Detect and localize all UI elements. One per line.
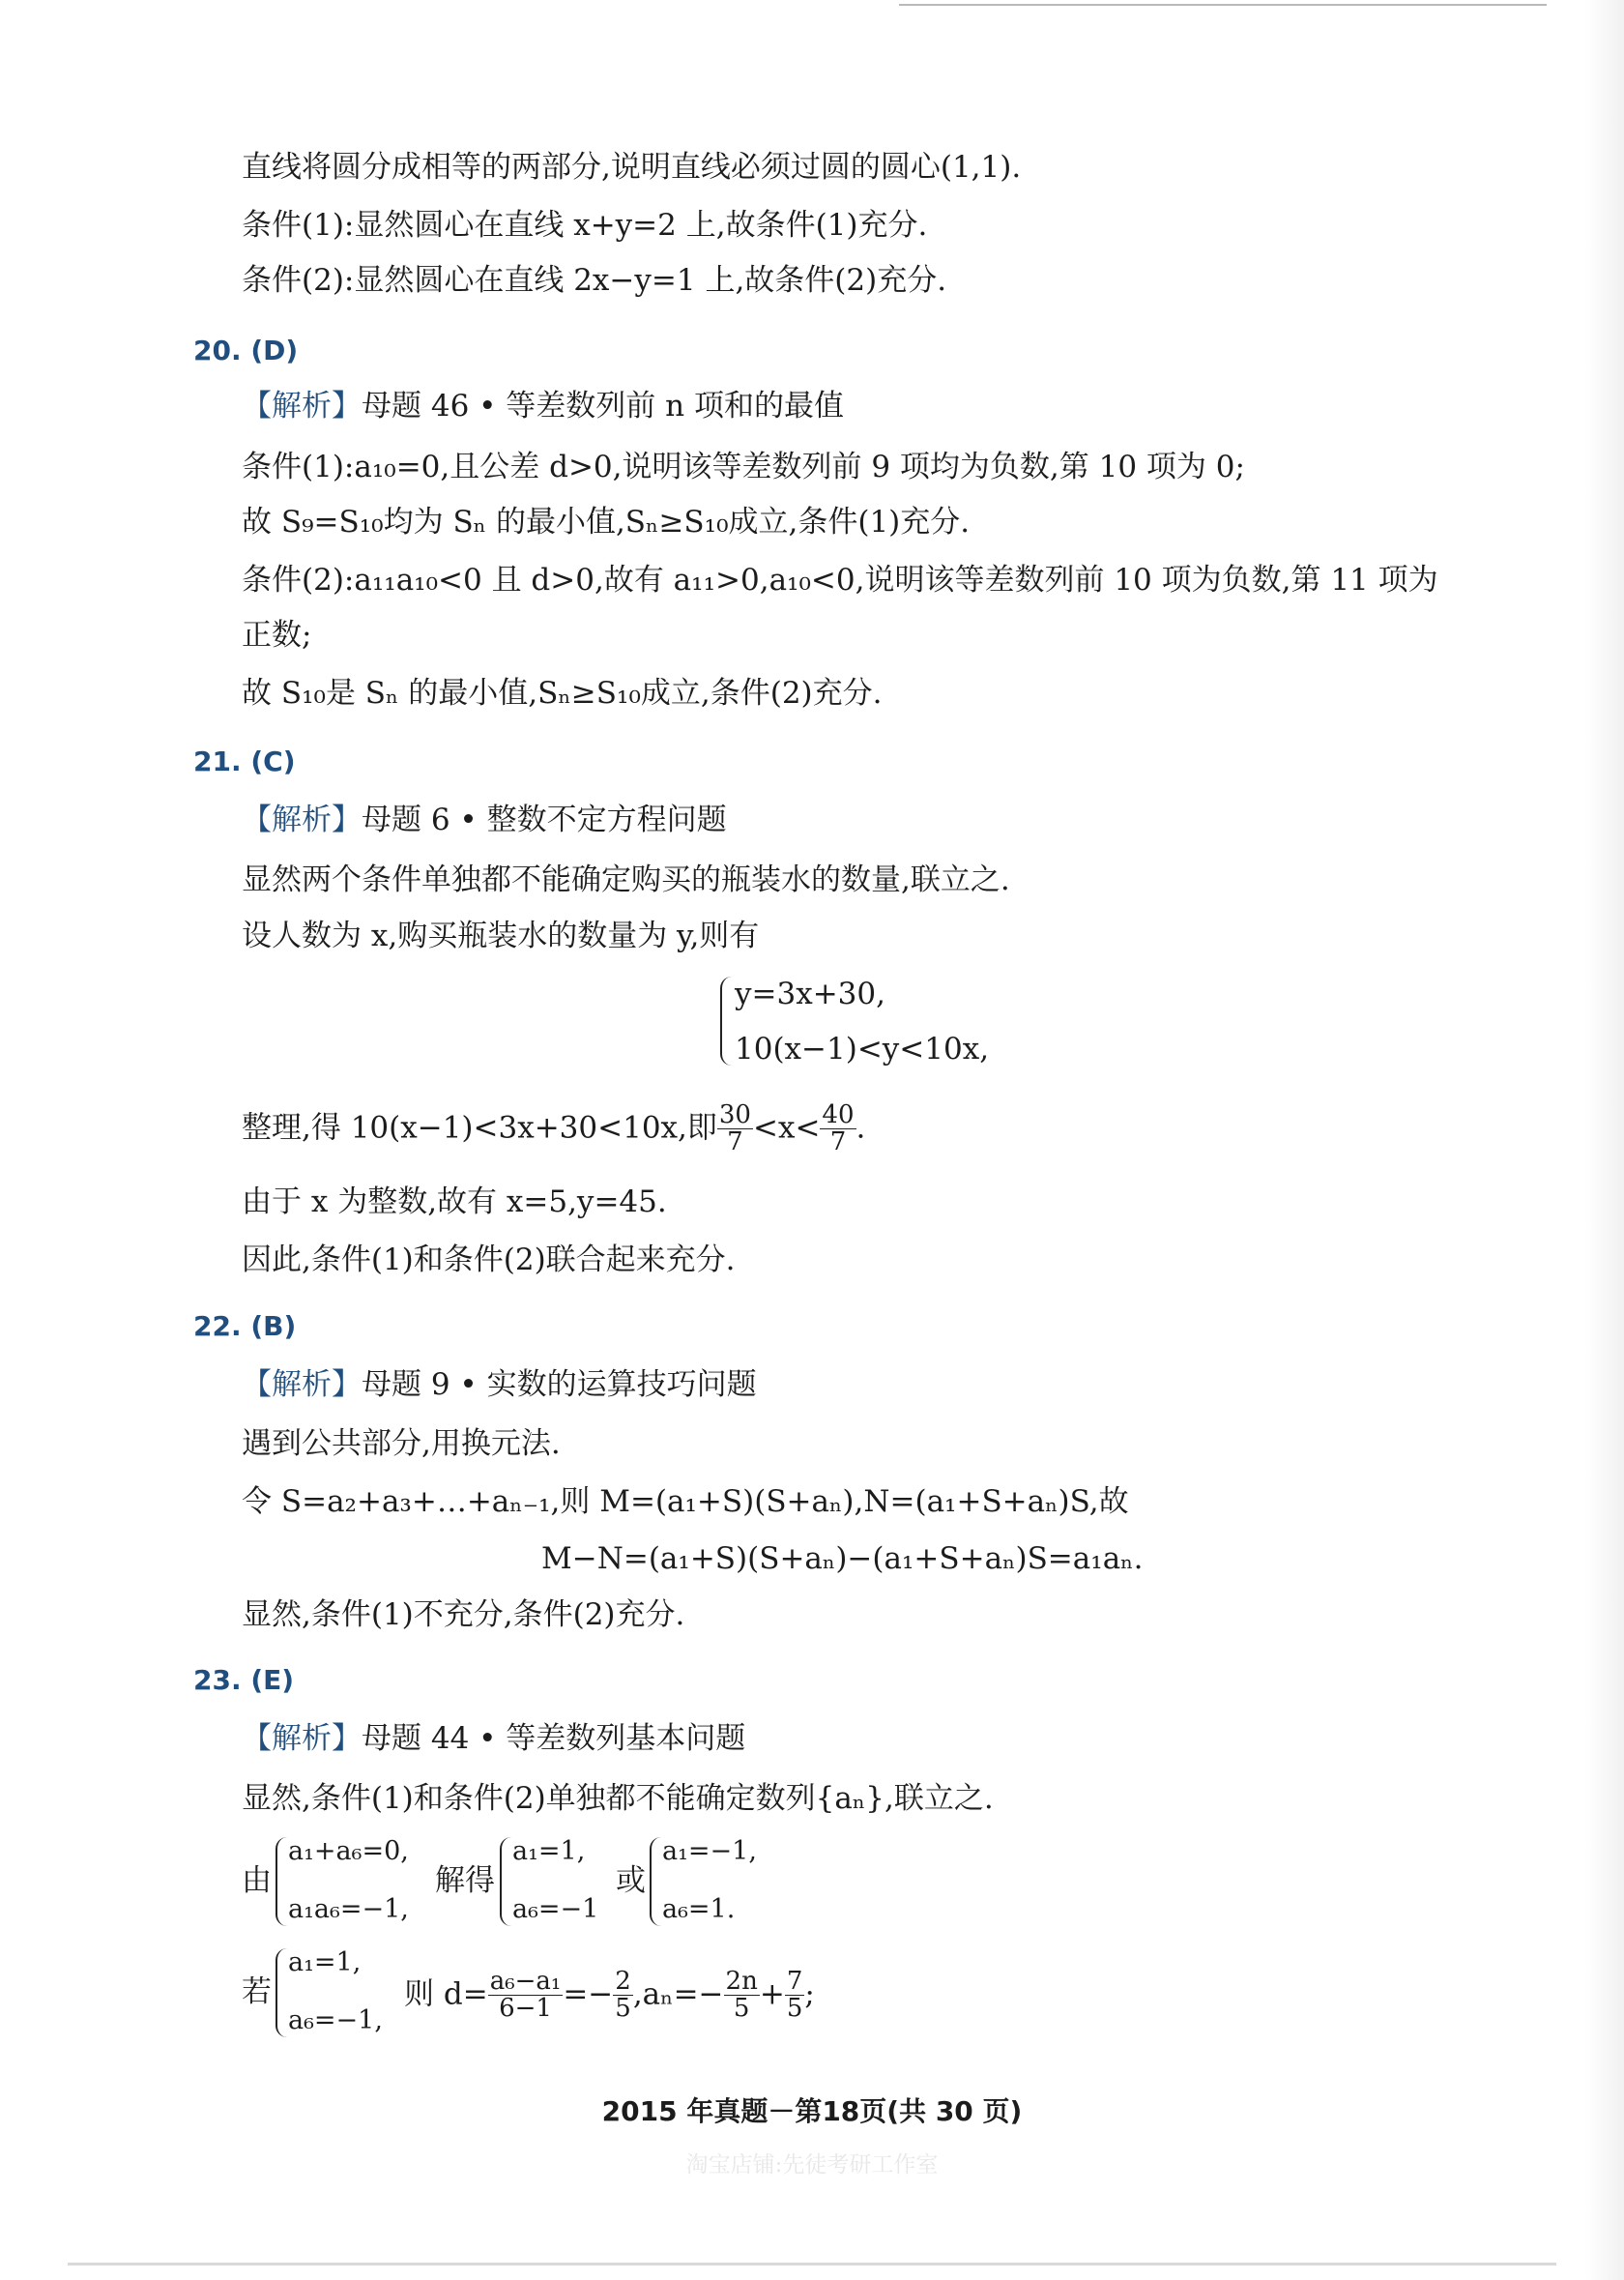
topic-text: 母题 6 • 整数不定方程问题 <box>362 803 727 837</box>
text-line: 由于 x 为整数,故有 x=5,y=45. <box>242 1184 667 1219</box>
inequality-line <box>242 1102 865 1156</box>
answer-number-21: 21. (C) <box>193 745 296 777</box>
system-brace <box>650 1837 661 1926</box>
analysis-tag: 【解析】 <box>242 389 362 424</box>
topic-text: 母题 46 • 等差数列前 n 项和的最值 <box>362 389 844 424</box>
text-line: 令 S=a₂+a₃+…+aₙ₋₁,则 M=(a₁+S)(S+aₙ),N=(a₁+S+aₙ)S,故 <box>242 1484 1129 1519</box>
text: . <box>856 1110 866 1146</box>
system-brace <box>276 1948 287 2037</box>
system-line: a₁=1, <box>288 1947 362 1977</box>
text: 或 <box>616 1863 646 1898</box>
topic-text: 母题 9 • 实数的运算技巧问题 <box>362 1367 757 1402</box>
system-line: a₁+a₆=0, <box>288 1836 409 1866</box>
text: 若 <box>242 1974 272 2009</box>
text-line: 显然,条件(1)不充分,条件(2)充分. <box>242 1597 685 1632</box>
text-line: 正数; <box>242 618 312 653</box>
analysis-heading-23 <box>242 1719 745 1758</box>
text: ,aₙ=− <box>632 1976 724 2012</box>
system-line: a₆=1. <box>662 1894 736 1924</box>
numerator: 7 <box>786 1967 803 1996</box>
analysis-tag: 【解析】 <box>242 803 362 837</box>
text-line: 显然两个条件单独都不能确定购买的瓶装水的数量,联立之. <box>242 862 1010 897</box>
answer-number-23: 23. (E) <box>193 1664 295 1696</box>
text: =− <box>563 1976 614 2012</box>
text-line: 故 S₉=S₁₀均为 Sₙ 的最小值,Sₙ≥S₁₀成立,条件(1)充分. <box>242 505 971 540</box>
fraction <box>785 1969 805 2023</box>
denominator: 7 <box>727 1127 743 1157</box>
text-line: 故 S₁₀是 Sₙ 的最小值,Sₙ≥S₁₀成立,条件(2)充分. <box>242 676 883 711</box>
system-line: a₁a₆=−1, <box>288 1894 409 1924</box>
numerator: 40 <box>822 1100 855 1129</box>
text-line: 因此,条件(1)和条件(2)联合起来充分. <box>242 1242 736 1277</box>
system-line: 10(x−1)<y<10x, <box>735 1032 990 1067</box>
text: 则 d= <box>404 1976 488 2012</box>
system-line: a₁=−1, <box>662 1836 757 1866</box>
scan-edge-shade <box>1585 0 1624 2280</box>
text-line: 遇到公共部分,用换元法. <box>242 1426 561 1461</box>
equation-line: M−N=(a₁+S)(S+aₙ)−(a₁+S+aₙ)S=a₁aₙ. <box>541 1541 1144 1576</box>
bottom-rule <box>68 2263 1556 2265</box>
text: 由 <box>242 1863 272 1898</box>
denominator: 5 <box>615 1994 631 2024</box>
text-line: 直线将圆分成相等的两部分,说明直线必须过圆的圆心(1,1). <box>242 150 1022 185</box>
system-brace <box>276 1837 287 1926</box>
analysis-heading-21 <box>242 801 727 839</box>
denominator: 5 <box>733 1994 750 2024</box>
top-rule <box>899 4 1547 6</box>
fraction <box>613 1969 633 2023</box>
page-footer: 2015 年真题－第18页(共 30 页) <box>601 2095 1023 2127</box>
system-brace <box>720 977 732 1066</box>
text: 解得 <box>435 1863 495 1898</box>
text-line: 条件(1):显然圆心在直线 x+y=2 上,故条件(1)充分. <box>242 208 928 243</box>
system-line: y=3x+30, <box>735 977 885 1011</box>
denominator: 5 <box>786 1994 803 2024</box>
analysis-tag: 【解析】 <box>242 1367 362 1402</box>
text: ; <box>804 1976 815 2012</box>
system-line: a₆=−1 <box>512 1894 599 1924</box>
numerator: 30 <box>718 1100 751 1129</box>
analysis-heading-22 <box>242 1365 757 1404</box>
numerator: 2 <box>615 1967 631 1996</box>
fraction <box>820 1102 856 1156</box>
system-brace <box>500 1837 511 1926</box>
analysis-tag: 【解析】 <box>242 1721 362 1756</box>
text-line: 条件(2):a₁₁a₁₀<0 且 d>0,故有 a₁₁>0,a₁₀<0,说明该等差数列前 10 项为负数,第 11 项为 <box>242 563 1438 598</box>
system-line: a₁=1, <box>512 1836 586 1866</box>
topic-text: 母题 44 • 等差数列基本问题 <box>362 1721 746 1756</box>
system-line: a₆=−1, <box>288 2005 383 2035</box>
denominator: 6−1 <box>499 1994 552 2024</box>
watermark: 淘宝店铺:先徒考研工作室 <box>685 2152 939 2178</box>
text-line: 显然,条件(1)和条件(2)单独都不能确定数列{aₙ},联立之. <box>242 1781 994 1816</box>
text: <x< <box>752 1110 821 1146</box>
denominator: 7 <box>829 1127 847 1157</box>
analysis-heading-20 <box>242 387 844 425</box>
text-line: 条件(2):显然圆心在直线 2x−y=1 上,故条件(2)充分. <box>242 263 947 298</box>
fraction <box>724 1969 760 2023</box>
formula-line <box>404 1969 815 2023</box>
numerator: 2n <box>725 1967 758 1996</box>
answer-number-20: 20. (D) <box>193 335 299 366</box>
fraction <box>488 1969 564 2023</box>
numerator: a₆−a₁ <box>489 1967 562 1996</box>
text-line: 条件(1):a₁₀=0,且公差 d>0,说明该等差数列前 9 项均为负数,第 10 项为 0; <box>242 450 1245 484</box>
fraction <box>717 1102 753 1156</box>
text-line: 设人数为 x,购买瓶装水的数量为 y,则有 <box>242 919 760 953</box>
answer-number-22: 22. (B) <box>193 1310 297 1342</box>
text: + <box>759 1976 785 2012</box>
text: 整理,得 10(x−1)<3x+30<10x,即 <box>242 1110 717 1146</box>
